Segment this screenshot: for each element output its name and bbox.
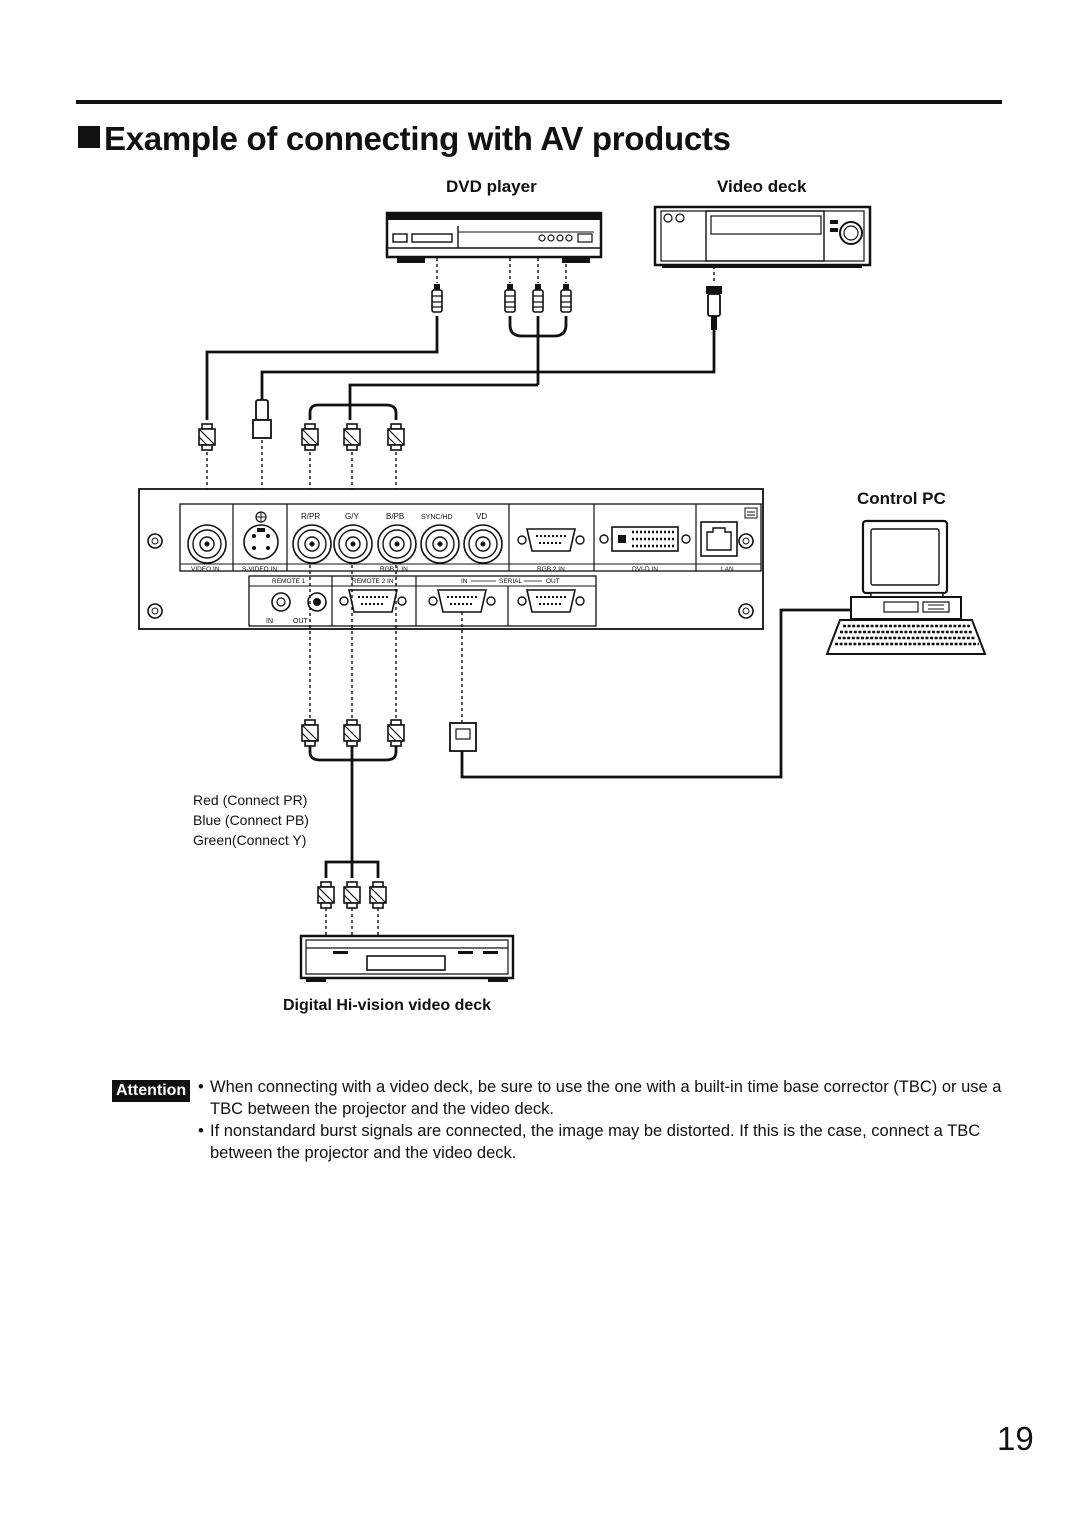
panel-label-vd: VD bbox=[476, 512, 488, 521]
control-pc-device bbox=[827, 521, 985, 654]
cable-note-blue: Blue (Connect PB) bbox=[193, 812, 309, 828]
panel-label-serial-in: IN bbox=[461, 578, 468, 585]
attention-item-text: If nonstandard burst signals are connected, the image may be distorted. If this is the case, connect a TBC between the projector and the video deck. bbox=[210, 1122, 981, 1162]
bullet-icon: • bbox=[198, 1078, 204, 1096]
projector-panel bbox=[139, 489, 763, 629]
video-deck-label: Video deck bbox=[717, 177, 807, 196]
panel-label-remote1: REMOTE 1 bbox=[272, 578, 306, 585]
panel-label-remote2: REMOTE 2 IN bbox=[352, 578, 394, 585]
panel-label-lan: LAN bbox=[721, 566, 734, 573]
bullet-icon: • bbox=[198, 1122, 204, 1140]
panel-label-remote-out: OUT bbox=[293, 618, 308, 625]
hi-vision-deck-label: Digital Hi-vision video deck bbox=[283, 997, 492, 1014]
attention-item bbox=[198, 1076, 1006, 1120]
dvd-player-device bbox=[387, 213, 601, 263]
cable-note-green: Green(Connect Y) bbox=[193, 832, 307, 848]
rca-plug-icon bbox=[505, 284, 515, 312]
rca-plug-icon bbox=[432, 284, 442, 312]
cable-note-red: Red (Connect PR) bbox=[193, 792, 308, 808]
attention-badge: Attention bbox=[112, 1080, 190, 1102]
attention-notes bbox=[198, 1076, 1006, 1164]
rca-plug-icon bbox=[561, 284, 571, 312]
panel-label-rgb2-in: RGB 2 IN bbox=[537, 566, 565, 573]
output-plugs bbox=[302, 720, 476, 751]
rca-plug-icon bbox=[533, 284, 543, 312]
page-title-text: Example of connecting with AV products bbox=[104, 120, 731, 157]
attention-item bbox=[198, 1120, 1006, 1164]
panel-label-rpr: R/PR bbox=[301, 512, 321, 521]
panel-label-video-in: VIDEO IN bbox=[191, 566, 220, 573]
video-deck-device bbox=[655, 207, 870, 268]
panel-label-serial-out: OUT bbox=[546, 578, 560, 585]
deck-plugs bbox=[318, 882, 386, 908]
panel-label-remote-in: IN bbox=[266, 618, 273, 625]
panel-label-dvi-in: DVI-D IN bbox=[632, 566, 658, 573]
source-cables bbox=[207, 258, 714, 420]
projector-input-plugs bbox=[199, 424, 404, 450]
dvd-player-label: DVD player bbox=[446, 177, 537, 196]
cable-color-notes bbox=[193, 790, 309, 850]
page-number: 19 bbox=[997, 1420, 1034, 1457]
panel-label-serial: SERIAL bbox=[499, 578, 523, 585]
panel-label-rgb1-in: RGB 1 IN bbox=[380, 566, 408, 573]
source-plugs bbox=[253, 284, 722, 438]
panel-label-svideo-in: S-VIDEO IN bbox=[242, 566, 278, 573]
panel-label-bpb: B/PB bbox=[386, 512, 405, 521]
control-pc-label: Control PC bbox=[857, 489, 946, 508]
attention-item-text: When connecting with a video deck, be sure to use the one with a built-in time base corrector (TBC) or use a TBC between the projector and the video deck. bbox=[210, 1078, 1002, 1118]
hi-vision-deck-device bbox=[301, 936, 513, 982]
panel-label-gy: G/Y bbox=[345, 512, 359, 521]
panel-label-sync: SYNC/HD bbox=[421, 514, 453, 521]
